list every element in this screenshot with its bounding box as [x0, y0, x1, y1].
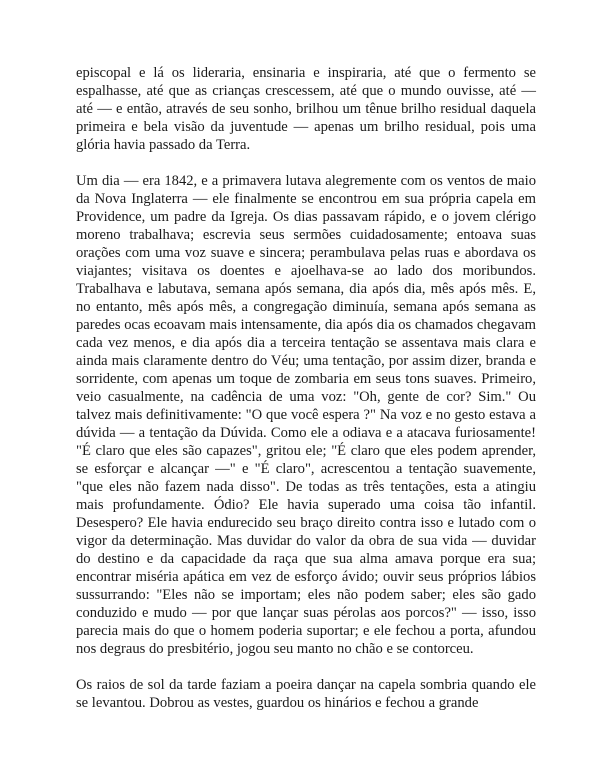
paragraph-2: Um dia — era 1842, e a primavera lutava alegremente com os ventos de maio da Nova Inglaterra — ele finalmente se encontrou em sua própria capela em Providence, um padre da Igreja. Os dias passavam rápido, e o jovem clérigo moreno trabalhava; escrevia seus sermões cuidadosamente; entoava suas orações com uma voz suave e sincera; perambulava pelas ruas e abordava os viajantes; visitava os doentes e ajoelhava-se ao lado dos moribundos. Trabalhava e labutava, semana após semana, dia após dia, mês após mês. E, no entanto, mês após mês, a congregação diminuía, semana após semana as paredes ocas ecoavam mais intensamente, dia após dia os chamados chegavam cada vez menos, e dia após dia a terceira tentação se assentava mais clara e ainda mais claramente dentro do Véu; uma tentação, por assim dizer, branda e sorridente, com apenas um toque de zombaria em seus tons suaves. Primeiro, veio casualmente, na cadência de uma voz: "Oh, gente de cor? Sim." Ou talvez mais definitivamente: "O que você espera ?" Na voz e no gesto estava a dúvida — a tentação da Dúvida. Como ele a odiava e a atacava furiosamente! "É claro que eles são capazes", gritou ele; "É claro que eles podem aprender, se esforçar e alcançar —" e "É claro", acrescentou a tentação suavemente, "que eles não fazem nada disso". De todas as três tentações, esta a atingiu mais profundamente. Ódio? Ele havia superado uma coisa tão infantil. Desespero? Ele havia endurecido seu braço direito contra isso e lutado com o vigor da determinação. Mas duvidar do valor da obra de sua vida — duvidar do destino e da capacidade da raça que sua alma amava porque era sua; encontrar miséria apática em vez de esforço ávido; ouvir seus próprios lábios sussurrando: "Eles não se importam; eles não podem saber; eles são gado conduzido e mudo — por que lançar suas pérolas aos porcos?" — isso, isso parecia mais do que o homem poderia suportar; e ele fechou a porta, afundou nos degraus do presbitério, jogou seu manto no chão e se contorceu. [76, 173, 536, 657]
document-page [76, 64, 536, 730]
paragraph-3: Os raios de sol da tarde faziam a poeira dançar na capela sombria quando ele se levantou. Dobrou as vestes, guardou os hinários e fechou a grande [76, 677, 536, 711]
paragraph-1: episcopal e lá os lideraria, ensinaria e inspiraria, até que o fermento se espalhasse, até que as crianças crescessem, até que o mundo ouvisse, até — até — e então, através de seu sonho, brilhou um tênue brilho residual daquela primeira e bela visão da juventude — apenas um brilho residual, pois uma glória havia passado da Terra. [76, 65, 536, 153]
